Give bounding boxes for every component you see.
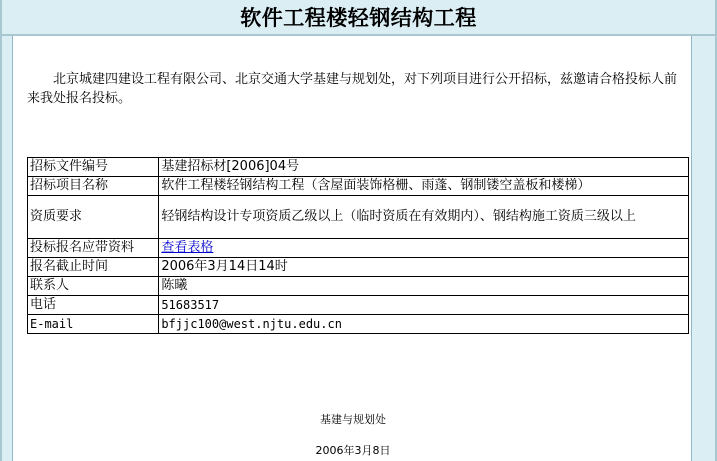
table-row <box>28 296 689 315</box>
row-value-deadline: 2006年3月14日14时 <box>159 258 689 277</box>
content-panel <box>12 36 692 461</box>
table-row <box>28 258 689 277</box>
issue-date: 2006年3月8日 <box>315 444 391 457</box>
page-title: 软件工程楼轻钢结构工程 <box>240 5 477 30</box>
row-value-documents <box>159 239 689 258</box>
table-row <box>28 177 689 196</box>
row-label-contact: 联系人 <box>28 277 159 296</box>
row-label-project-name: 招标项目名称 <box>28 177 159 196</box>
row-value-contact: 陈曦 <box>159 277 689 296</box>
row-value-qualification: 轻钢结构设计专项资质乙级以上（临时资质在有效期内）、钢结构施工资质三级以上 <box>159 196 689 239</box>
tender-info-table <box>27 157 689 334</box>
table-row <box>28 315 689 334</box>
intro-paragraph: 北京城建四建设工程有限公司、北京交通大学基建与规划处，对下列项目进行公开招标，兹邀请合格投标人前来我处报名投标。 <box>27 72 678 106</box>
row-value-phone: 51683517 <box>159 296 689 315</box>
row-label-qualification: 资质要求 <box>28 196 159 239</box>
issuer-name: 基建与规划处 <box>320 413 386 426</box>
table-row <box>28 277 689 296</box>
row-value-email: bfjjc100@west.njtu.edu.cn <box>159 315 689 334</box>
title-bar <box>2 0 715 36</box>
row-label-documents: 投标报名应带资料 <box>28 239 159 258</box>
row-label-deadline: 报名截止时间 <box>28 258 159 277</box>
table-row <box>28 196 689 239</box>
view-form-link[interactable]: 查看表格 <box>161 240 214 255</box>
row-value-project-name: 软件工程楼轻钢结构工程（含屋面装饰格栅、雨蓬、钢制镂空盖板和楼梯） <box>159 177 689 196</box>
row-label-file-number: 招标文件编号 <box>28 158 159 177</box>
table-row <box>28 239 689 258</box>
row-label-phone: 电话 <box>28 296 159 315</box>
row-label-email: E-mail <box>28 315 159 334</box>
table-row <box>28 158 689 177</box>
row-value-file-number: 基建招标材[2006]04号 <box>159 158 689 177</box>
